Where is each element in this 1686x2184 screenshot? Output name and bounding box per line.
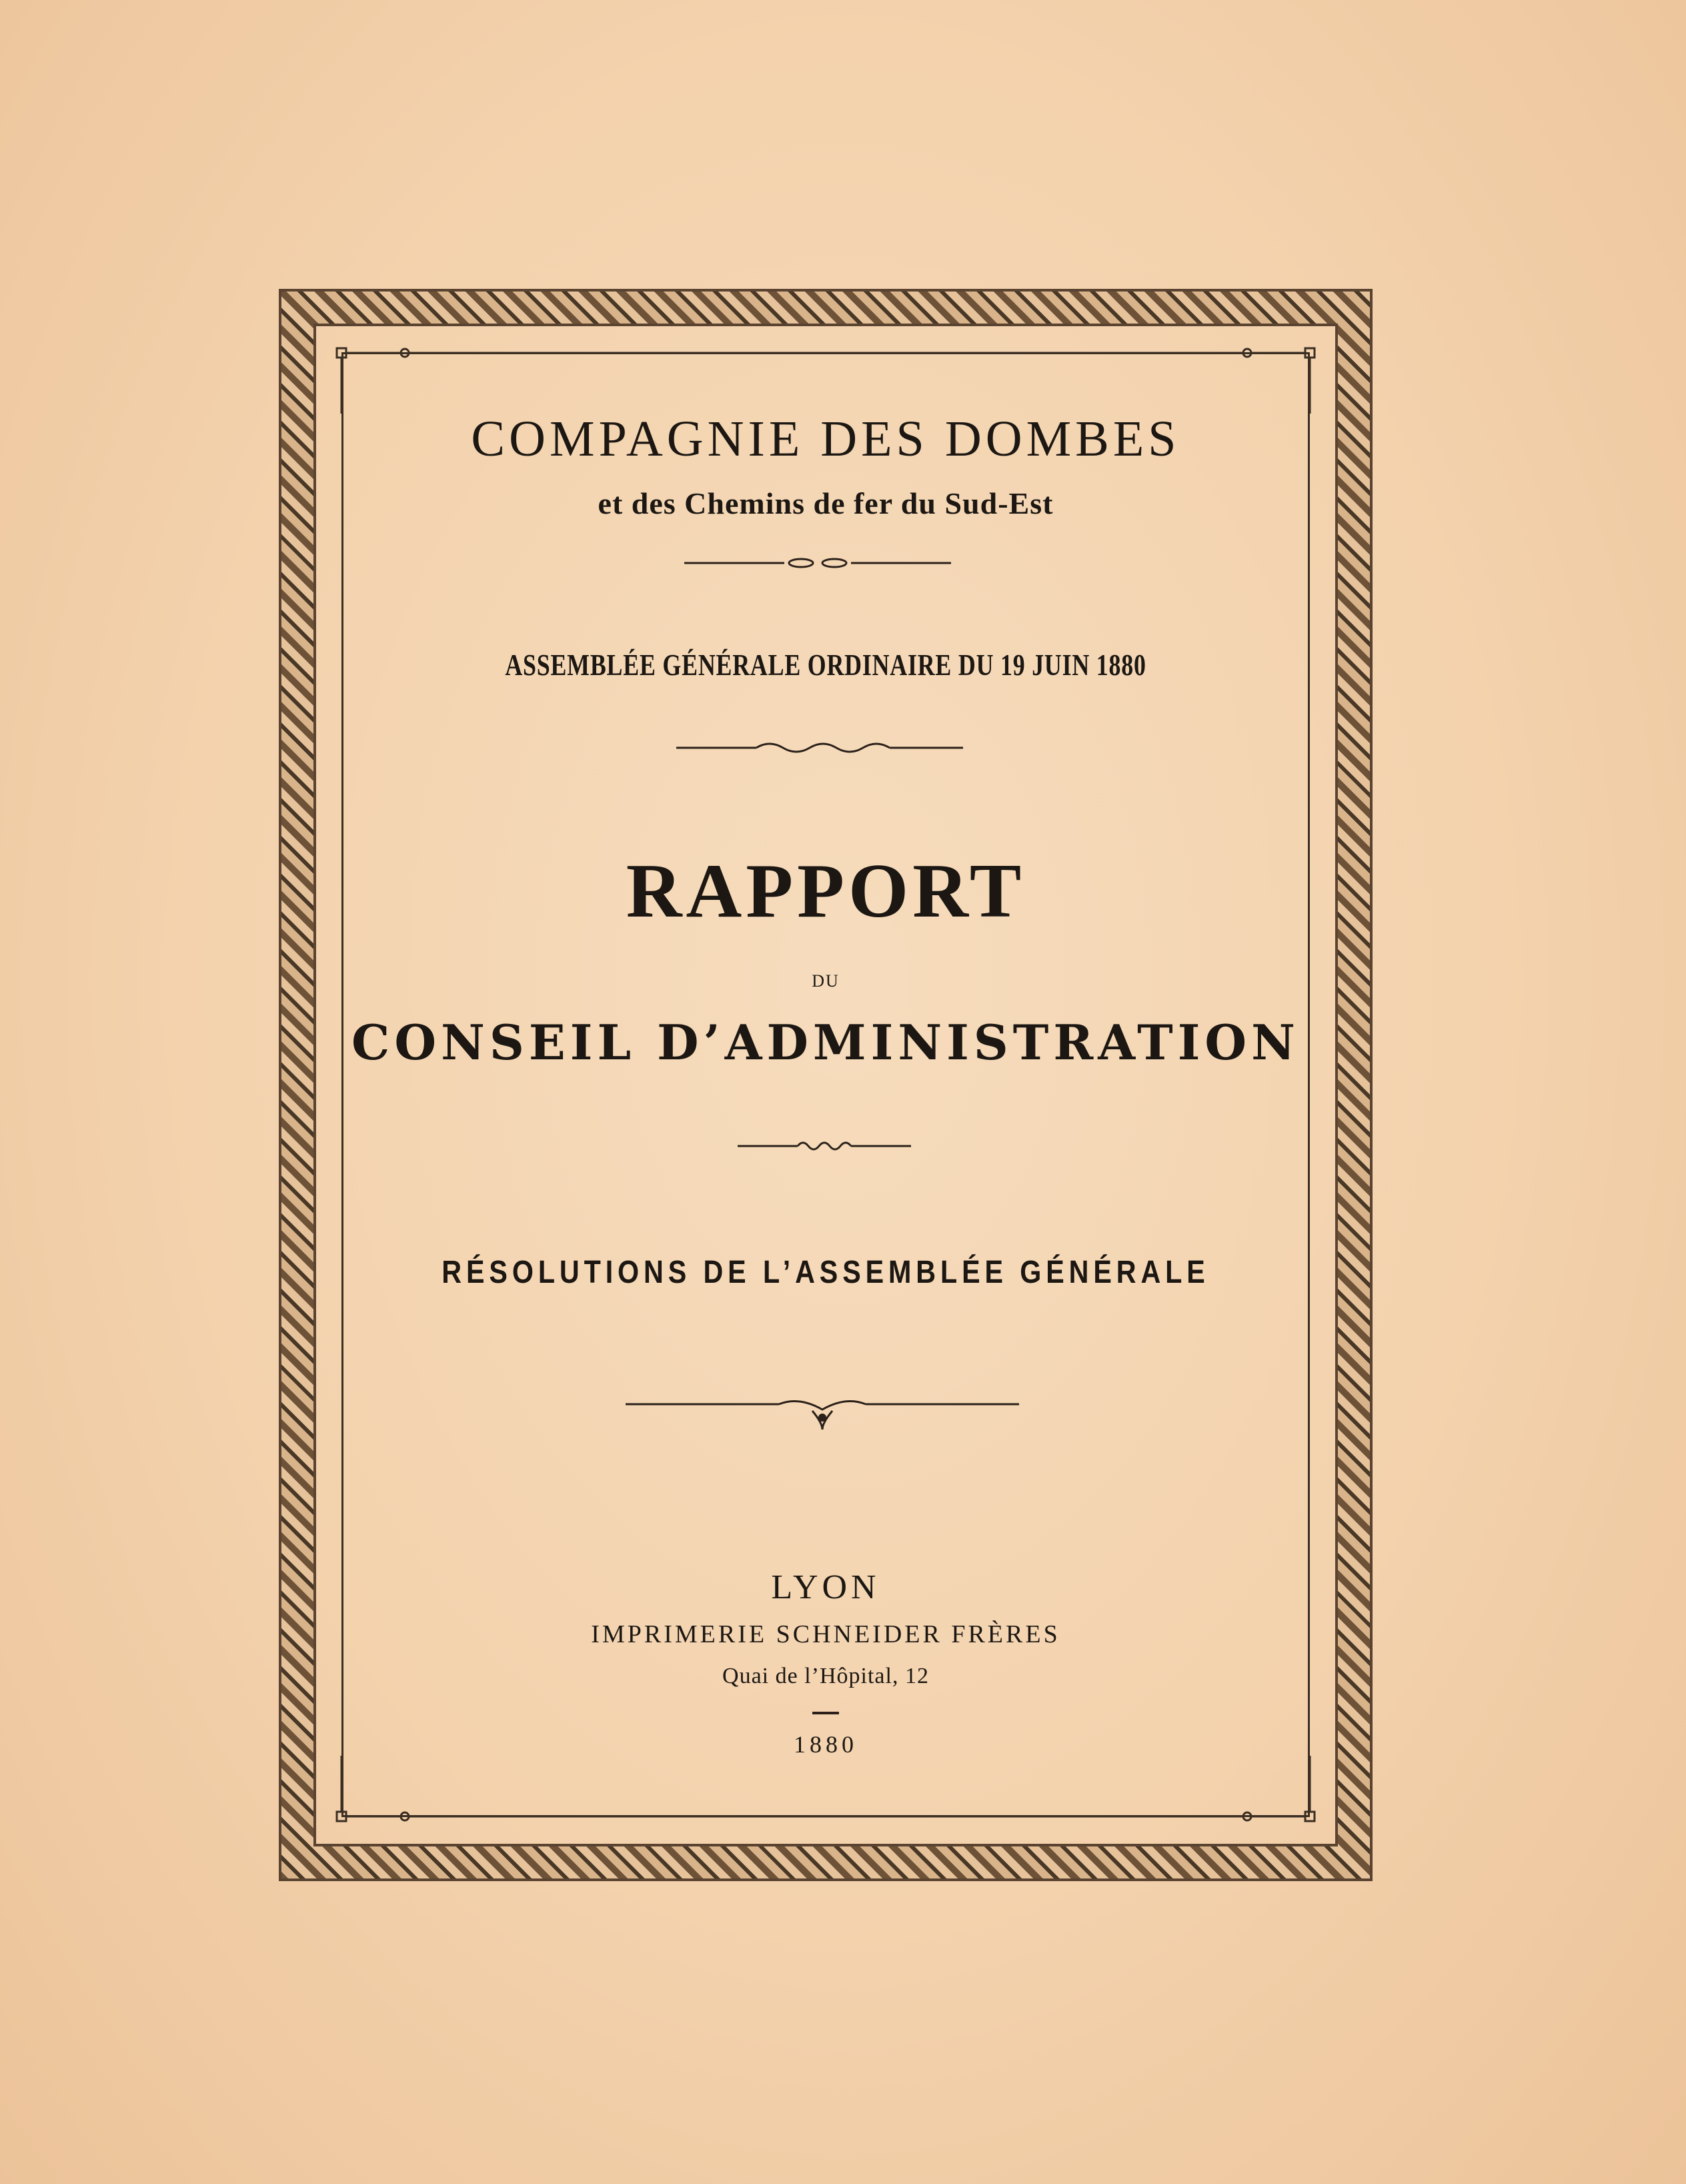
- ornament-rule-4: [626, 1391, 1019, 1431]
- city-name: LYON: [771, 1568, 880, 1606]
- title-connector: DU: [812, 971, 840, 991]
- assembly-heading: ASSEMBLÉE GÉNÉRALE ORDINAIRE DU 19 JUIN 1880: [505, 648, 1146, 682]
- printer-address: Quai de l’Hôpital, 12: [722, 1664, 929, 1688]
- publication-year: 1880: [794, 1731, 858, 1758]
- ornament-rule-2: [676, 738, 963, 758]
- company-subtitle: et des Chemins de fer du Sud-Est: [598, 486, 1054, 520]
- council-title: CONSEIL D’ADMINISTRATION: [351, 1014, 1300, 1071]
- ornament-rule-1: [684, 553, 951, 573]
- ornament-rule-3: [738, 1136, 911, 1156]
- printer-name: IMPRIMERIE SCHNEIDER FRÈRES: [591, 1620, 1060, 1648]
- report-title: RAPPORT: [626, 849, 1026, 934]
- resolutions-heading: RÉSOLUTIONS DE L’ASSEMBLÉE GÉNÉRALE: [442, 1255, 1210, 1290]
- company-name: COMPAGNIE DES DOMBES: [471, 411, 1180, 467]
- year-dash: [812, 1710, 839, 1716]
